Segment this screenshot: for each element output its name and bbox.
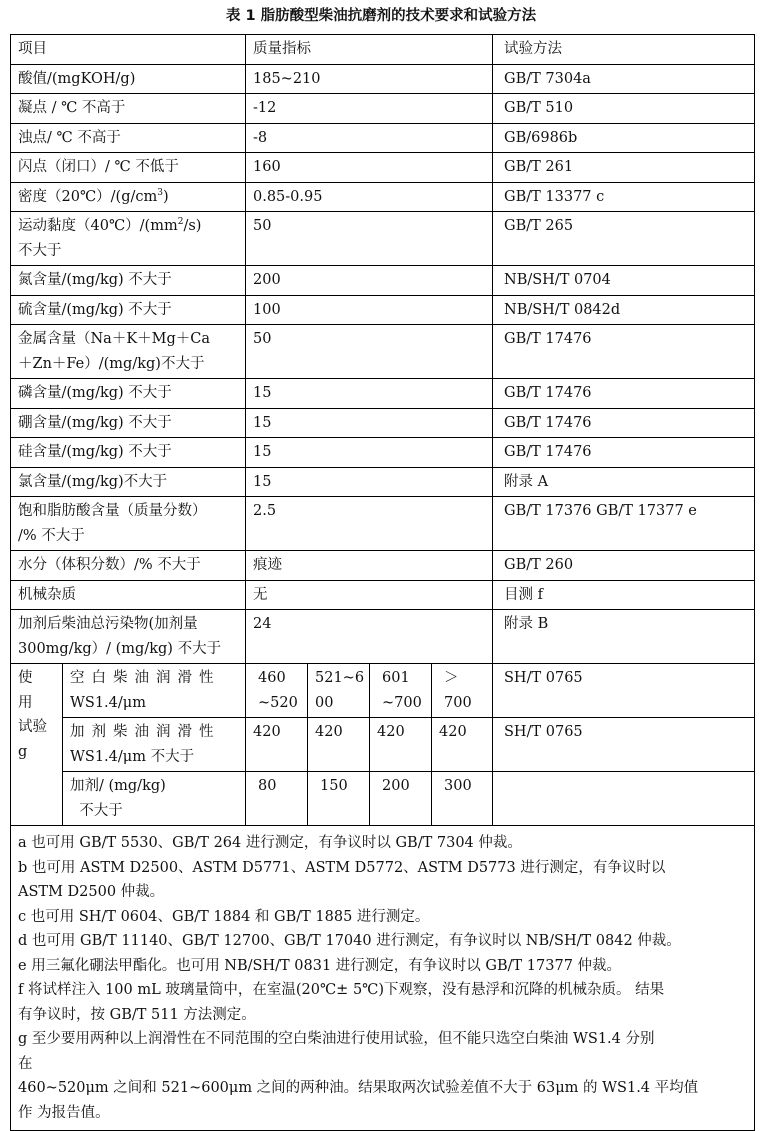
row-item: 加剂后柴油总污染物(加剂量 300mg/kg）/ (mg/kg) 不大于 (11, 610, 246, 664)
table-row (11, 94, 755, 124)
table-row (11, 266, 755, 296)
row-method: GB/T 13377 c (493, 182, 755, 212)
footnote-line: 在 (18, 1055, 33, 1072)
header-row (11, 35, 755, 65)
row-index: 0.85-0.95 (246, 182, 493, 212)
footnote-line: c 也可用 SH/T 0604、GB/T 1884 和 GB/T 1885 进行测定。 (18, 908, 430, 925)
row-index: 100 (246, 295, 493, 325)
table-row (11, 379, 755, 409)
table-row (11, 123, 755, 153)
row-method: GB/T 260 (493, 551, 755, 581)
blank-range-1: 460 ~520 (246, 664, 308, 718)
use-test-row-dosed (11, 718, 755, 772)
row-item: 密度$(20℃)/(g/cm^3)$ (11, 182, 246, 212)
row-method: GB/T 17476 (493, 379, 755, 409)
row-item: 氯含量/(mg/kg)不大于 (11, 467, 246, 497)
table-row (11, 295, 755, 325)
row-index: 15 (246, 467, 493, 497)
row-index: -8 (246, 123, 493, 153)
use-test-row-dose (11, 772, 755, 826)
row-index: 15 (246, 379, 493, 409)
row-index: 2.5 (246, 497, 493, 551)
row-index: -12 (246, 94, 493, 124)
row-item: 饱和脂肪酸含量（质量分数） /% 不大于 (11, 497, 246, 551)
row-index: 痕迹 (246, 551, 493, 581)
dose-value-3: 200 (370, 772, 432, 826)
row-index: 15 (246, 438, 493, 468)
use-test-group-label: 使 用 试验 g (11, 664, 63, 826)
footnote-line: 作 为报告值。 (18, 1104, 110, 1121)
table-row (11, 551, 755, 581)
row-method: GB/T 265 (493, 212, 755, 266)
dose-value-1: 80 (246, 772, 308, 826)
row-index: 185~210 (246, 64, 493, 94)
footnote-line: 460~520μm 之间和 521~600μm 之间的两种油。结果取两次试验差值不大于 63μm 的 WS1.4 平均值 (18, 1080, 699, 1096)
row-method: NB/SH/T 0704 (493, 266, 755, 296)
footnote-line: d 也可用 GB/T 11140、GB/T 12700、GB/T 17040 进行测定，有争议时以 NB/SH/T 0842 仲裁。 (18, 933, 681, 949)
dosed-value-2: 420 (308, 718, 370, 772)
row-method: GB/T 17476 (493, 325, 755, 379)
table-row (11, 408, 755, 438)
row-method: GB/T 261 (493, 153, 755, 183)
row-index: 15 (246, 408, 493, 438)
blank-range-3: 601 ~700 (370, 664, 432, 718)
table-row (11, 610, 755, 664)
row-index: 200 (246, 266, 493, 296)
row-item: 凝点 / ℃ 不高于 (11, 94, 246, 124)
table-row (11, 64, 755, 94)
row-item: 磷含量/(mg/kg) 不大于 (11, 379, 246, 409)
row-method: GB/T 17476 (493, 408, 755, 438)
footnote-line: b 也可用 ASTM D2500、ASTM D5771、ASTM D5772、ASTM D5773 进行测定，有争议时以 (18, 859, 666, 876)
row-index: 无 (246, 580, 493, 610)
row-item: 水分（体积分数）/% 不大于 (11, 551, 246, 581)
row-item: 硫含量/(mg/kg) 不大于 (11, 295, 246, 325)
footnotes (11, 826, 755, 1131)
table-title: 表 1 脂肪酸型柴油抗磨剂的技术要求和试验方法 (225, 8, 537, 24)
row-item: 闪点（闭口）/ ℃ 不低于 (11, 153, 246, 183)
row-method: GB/6986b (493, 123, 755, 153)
row-method: GB/T 17476 (493, 438, 755, 468)
row-item: 酸值/(mgKOH/g) (11, 64, 246, 94)
row-index: 50 (246, 325, 493, 379)
dose-value-2: 150 (308, 772, 370, 826)
row-index: 160 (246, 153, 493, 183)
row-method: GB/T 7304a (493, 64, 755, 94)
dose-method-empty (493, 772, 755, 826)
row-index: 24 (246, 610, 493, 664)
header-method: 试验方法 (493, 35, 755, 65)
table-row (11, 467, 755, 497)
row-item: 硅含量/(mg/kg) 不大于 (11, 438, 246, 468)
dosed-value-4: 420 (432, 718, 493, 772)
header-item: 项目 (11, 35, 246, 65)
row-item: 硼含量/(mg/kg) 不大于 (11, 408, 246, 438)
table-row (11, 438, 755, 468)
row-method: GB/T 17376 GB/T 17377 e (493, 497, 755, 551)
use-test-row-blank (11, 664, 755, 718)
blank-range-4: ＞ 700 (432, 664, 493, 718)
footnote-line: 有争议时，按 GB/T 511 方法测定。 (18, 1006, 256, 1023)
row-method: NB/SH/T 0842d (493, 295, 755, 325)
table-row (11, 212, 755, 266)
row-method: 目测 f (493, 580, 755, 610)
blank-range-2: 521~6 00 (308, 664, 370, 718)
row-item: 运动黏度$(40℃)/(mm^2/s)$ 不大于 (11, 212, 246, 266)
table-row (11, 580, 755, 610)
table-row (11, 153, 755, 183)
row-method: 附录 A (493, 467, 755, 497)
row-method: GB/T 510 (493, 94, 755, 124)
dose-value-4: 300 (432, 772, 493, 826)
footnote-line: g 至少要用两种以上润滑性在不同范围的空白柴油进行使用试验，但不能只选空白柴油 WS1.4 分别 (18, 1031, 655, 1047)
row-index: 50 (246, 212, 493, 266)
footnote-line: ASTM D2500 仲裁。 (18, 884, 165, 900)
row-item: 浊点/ ℃ 不高于 (11, 123, 246, 153)
row-item: 机械杂质 (11, 580, 246, 610)
dose-label: 加剂/ (mg/kg) 不大于 (63, 772, 246, 826)
footnote-line: e 用三氟化硼法甲酯化。也可用 NB/SH/T 0831 进行测定，有争议时以 GB/T 17377 仲裁。 (18, 957, 622, 974)
table-row (11, 325, 755, 379)
notes-row (11, 826, 755, 1131)
blank-method: SH/T 0765 (493, 664, 755, 718)
footnote-line: f 将试样注入 100 mL 玻璃量筒中，在室温(20℃± 5℃)下观察，没有悬浮和沉降的机械杂质。 结果 (18, 982, 665, 998)
row-item: 氮含量/(mg/kg) 不大于 (11, 266, 246, 296)
spec-table (10, 34, 755, 1131)
footnote-line: a 也可用 GB/T 5530、GB/T 264 进行测定，有争议时以 GB/T 7304 仲裁。 (18, 835, 522, 851)
dosed-value-3: 420 (370, 718, 432, 772)
dosed-diesel-label: 加剂柴油润滑性 WS1.4/μm 不大于 (63, 718, 246, 772)
dosed-method: SH/T 0765 (493, 718, 755, 772)
header-index: 质量指标 (246, 35, 493, 65)
row-method: 附录 B (493, 610, 755, 664)
table-row (11, 182, 755, 212)
blank-diesel-label: 空白柴油润滑性 WS1.4/μm (63, 664, 246, 718)
dosed-value-1: 420 (246, 718, 308, 772)
table-row (11, 497, 755, 551)
row-item: 金属含量（Na＋K＋Mg＋Ca ＋Zn＋Fe）/(mg/kg)不大于 (11, 325, 246, 379)
